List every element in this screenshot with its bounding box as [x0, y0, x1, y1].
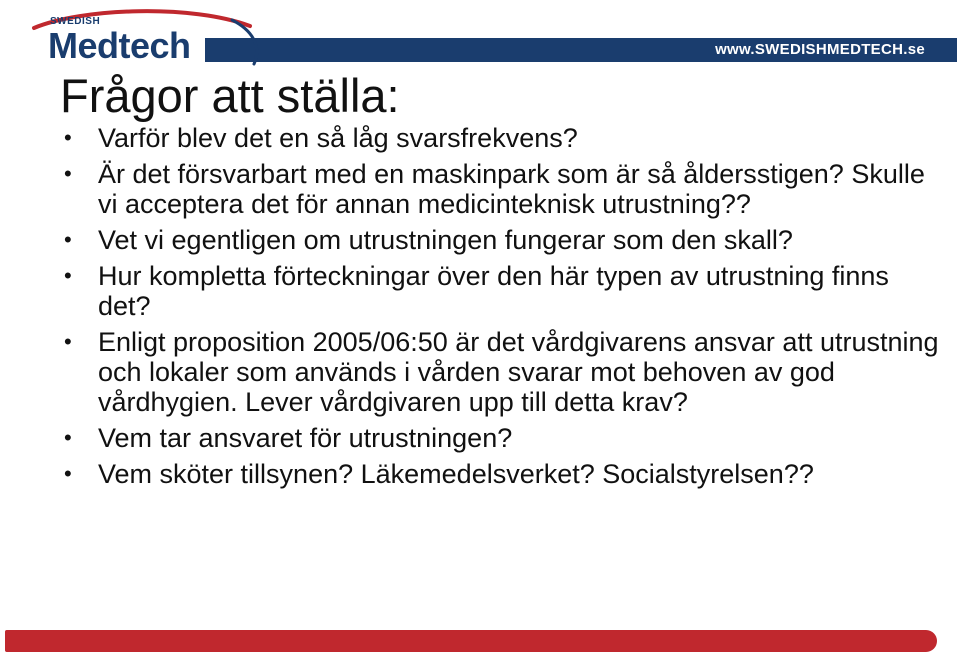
logo-small-text: SWEDISH: [50, 16, 101, 27]
list-item-text: Varför blev det en så låg svarsfrekvens?: [98, 123, 578, 153]
bullet-icon: •: [64, 263, 72, 288]
list-item-text: Enligt proposition 2005/06:50 är det vårdgivarens ansvar att utrustning och lokaler som används i vården svarar mot behoven av god vårdhygien. Lever vårdgivaren upp till detta krav?: [98, 327, 939, 417]
bullet-icon: •: [64, 227, 72, 252]
question-list: [60, 123, 940, 495]
list-item: [60, 123, 940, 153]
list-item: [60, 261, 940, 321]
list-item: [60, 327, 940, 417]
list-item: [60, 459, 940, 489]
bullet-icon: •: [64, 461, 72, 486]
list-item-text: Vem sköter tillsynen? Läkemedelsverket? Socialstyrelsen??: [98, 459, 814, 489]
logo: [22, 6, 272, 70]
logo-main-text: Medtech: [48, 25, 191, 66]
list-item: [60, 423, 940, 453]
footer-bar: [5, 630, 937, 652]
website-url: www.SWEDISHMEDTECH.se: [715, 41, 925, 58]
list-item: [60, 159, 940, 219]
bullet-icon: •: [64, 425, 72, 450]
header-bar: [205, 38, 957, 62]
list-item-text: Är det försvarbart med en maskinpark som är så åldersstigen? Skulle vi acceptera det för annan medicinteknisk utrustning??: [98, 159, 925, 219]
list-item-text: Vem tar ansvaret för utrustningen?: [98, 423, 513, 453]
list-item: [60, 225, 940, 255]
bullet-icon: •: [64, 161, 72, 186]
page-title: Frågor att ställa:: [60, 69, 400, 122]
list-item-text: Hur kompletta förteckningar över den här typen av utrustning finns det?: [98, 261, 889, 321]
bullet-icon: •: [64, 125, 72, 150]
bullet-icon: •: [64, 329, 72, 354]
list-item-text: Vet vi egentligen om utrustningen fungerar som den skall?: [98, 225, 793, 255]
